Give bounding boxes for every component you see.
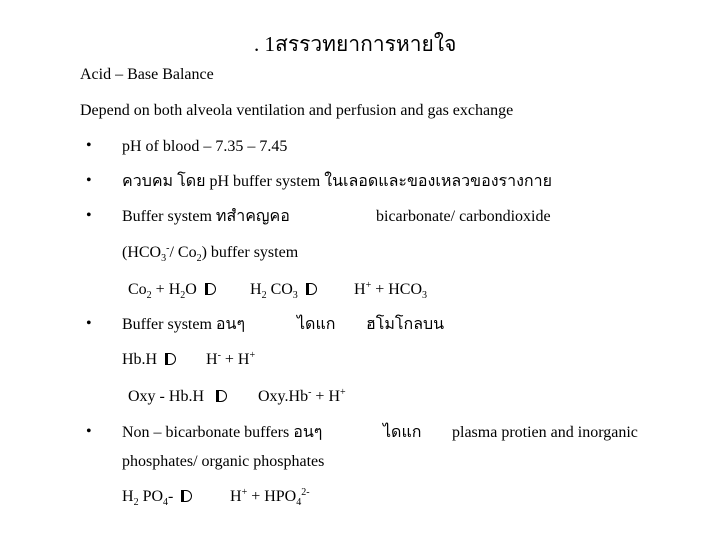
bullet: • [86,172,92,189]
hemoglobin-text: ฮโมโกลบน [366,316,445,333]
equation-oxy-products: Oxy.Hb- + H+ [258,387,346,405]
phosphates-line: phosphates/ organic phosphates [122,453,325,470]
other-buffers-label: Buffer system อนๆ [122,316,246,333]
hco3-system-line: ($HCO_3^-/$ $Co_2$) buffer system [122,243,299,264]
nonbicarbonate-label: Non – bicarbonate buffers อนๆ [122,424,323,441]
intro-line: Depend on both alveola ventilation and perfusion and gas exchange [80,102,514,119]
subtitle: Acid – Base Balance [80,66,214,83]
plasma-protein-text: plasma protien and inorganic [452,424,638,441]
equation-h2po4: $H_2$ $PO_4-$ [122,487,192,507]
buffer-name: bicarbonate/ carbondioxide [376,208,551,225]
equation-oxy: Oxy - Hb.H [128,387,227,407]
bullet: • [86,423,92,440]
equation-hbh: Hb.H [122,350,176,370]
equilibrium-arrow-icon [165,353,176,365]
equilibrium-arrow-icon [205,283,216,295]
control-line: ควบคม โดย pH buffer system ในเลอดและของเหลวของรางกาย [122,173,552,190]
other-buffers-label-2: ไดแก [297,316,336,333]
equation-h-hco3: $H^+ + HCO_3$ [354,280,428,301]
equilibrium-arrow-icon [181,490,192,502]
equilibrium-arrow-icon [216,390,227,402]
equation-hbh-products: H- + H+ [206,350,256,368]
nonbicarbonate-label-2: ไดแก [383,424,422,441]
bullet: • [86,137,92,154]
equilibrium-arrow-icon [306,283,317,295]
equation-co2-h2o: $Co_2 + H_2O$ [128,280,216,300]
equation-hpo4: $H^+ + HPO_4^{2-}$ [230,487,310,508]
buffer-label: Buffer system ทสำคญคอ [122,208,290,225]
bullet: • [86,315,92,332]
ph-line: pH of blood – 7.35 – 7.45 [122,138,288,155]
bullet: • [86,207,92,224]
equation-h2co3: $H_2$ $CO_3$ [250,280,317,300]
slide-title: . 1สรรวทยาการหายใจ [254,32,457,56]
